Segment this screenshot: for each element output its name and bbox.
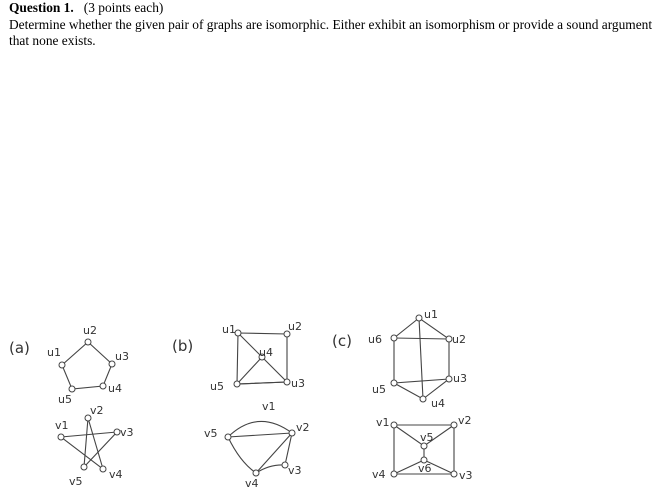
label-a-v4: v4 (109, 468, 123, 481)
label-b-v1: v1 (262, 400, 276, 413)
graph-c-u (368, 308, 467, 410)
label-c-u6: u6 (368, 333, 382, 346)
label-c-u2: u2 (452, 333, 466, 346)
label-c-v1: v1 (376, 416, 390, 429)
part-c (332, 308, 473, 482)
part-b-tag: (b) (172, 337, 194, 355)
label-b-v5: v5 (204, 427, 218, 440)
label-a-v5: v5 (69, 475, 83, 488)
graph-c-v (372, 414, 473, 482)
label-a-u2: u2 (83, 324, 97, 337)
question-number: Question 1. (9, 0, 74, 15)
label-a-v2: v2 (90, 404, 104, 417)
label-b-v4: v4 (245, 477, 259, 490)
label-a-u4: u4 (108, 382, 122, 395)
graph-b-u (210, 320, 305, 393)
graph-a-v (55, 404, 134, 488)
question-prompt: Determine whether the given pair of graphs are isomorphic. Either exhibit an isomorphism or provide a sound argument that none exists. (9, 16, 653, 48)
part-b (172, 320, 310, 490)
label-c-v6: v6 (418, 462, 432, 475)
label-b-u4: u4 (259, 346, 273, 359)
part-a-tag: (a) (9, 339, 30, 357)
part-c-tag: (c) (332, 332, 352, 350)
label-b-u5: u5 (210, 380, 224, 393)
label-b-v3: v3 (288, 464, 302, 477)
label-a-u1: u1 (47, 346, 61, 359)
label-a-v1: v1 (55, 419, 69, 432)
label-b-u2: u2 (288, 320, 302, 333)
label-a-u3: u3 (115, 350, 129, 363)
graph-b-v (204, 400, 310, 490)
label-b-u1: u1 (222, 323, 236, 336)
part-a (9, 324, 134, 488)
label-a-u5: u5 (58, 393, 72, 406)
label-b-v2: v2 (296, 421, 310, 434)
label-a-v3: v3 (120, 426, 134, 439)
label-c-u1: u1 (424, 308, 438, 321)
label-b-u3: u3 (291, 377, 305, 390)
label-c-v3: v3 (459, 469, 473, 482)
question-points: (3 points each) (83, 0, 164, 15)
graph-a-u (47, 324, 129, 406)
label-c-u3: u3 (453, 372, 467, 385)
label-c-v5: v5 (420, 431, 434, 444)
label-c-v4: v4 (372, 468, 386, 481)
label-c-u4: u4 (431, 397, 445, 410)
label-c-u5: u5 (372, 383, 386, 396)
label-c-v2: v2 (458, 414, 472, 427)
